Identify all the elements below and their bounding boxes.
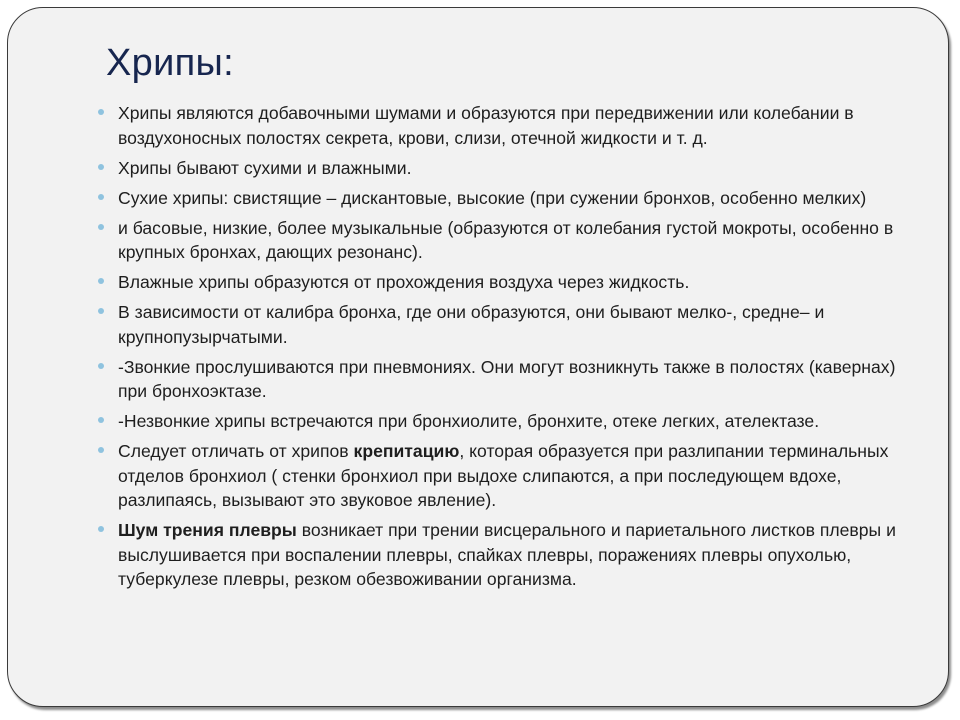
- list-item: [98, 270, 898, 295]
- list-item: [98, 439, 898, 513]
- list-item: [98, 355, 898, 404]
- bullet-text-part: , которая образуется при разлипании терминальных отделов бронхиол ( стенки бронхиол при выдохе слипаются, а при последующем вдохе, разлипаясь, вызывают это звуковое явление).: [118, 441, 889, 510]
- bullet-text: [118, 441, 888, 510]
- bullet-text: Хрипы бывают сухими и влажными.: [118, 157, 412, 178]
- bullet-text: и басовые, низкие, более музыкальные (образуются от колебания густой мокроты, особенно в крупных бронхах, дающих резонанс).: [118, 217, 894, 262]
- list-item: [98, 216, 898, 265]
- bullet-text: -Незвонкие хрипы встречаются при бронхиолите, бронхите, отеке легких, ателектазе.: [118, 411, 820, 431]
- bold-term-crepitation: крепитацию: [353, 441, 460, 461]
- list-item: [98, 518, 898, 592]
- bullet-text: [118, 520, 896, 589]
- bullet-text-part: возникает при трении висцерального и париетального листков плевры и выслушивается при воспалении плевры, спайках плевры, поражениях плевры опухолью, туберкулезе плевры, резком обезвоживании организма.: [118, 520, 896, 589]
- list-item: [98, 300, 898, 349]
- bullet-icon: [98, 194, 104, 200]
- bullet-icon: [98, 447, 104, 453]
- bullet-icon: [98, 224, 104, 230]
- bullet-text: Сухие хрипы: свистящие – дискантовые, высокие (при сужении бронхов, особенно мелких): [118, 187, 867, 208]
- bullet-icon: [98, 363, 104, 369]
- slide-title: Хрипы:: [106, 42, 234, 84]
- list-item: [98, 101, 898, 150]
- list-item: [98, 186, 898, 211]
- bullet-text: Влажные хрипы образуются от прохождения воздуха через жидкость.: [118, 272, 690, 292]
- bullet-icon: [98, 164, 104, 170]
- bullet-icon: [98, 526, 104, 532]
- list-item: [98, 409, 898, 434]
- bullet-text: -Звонкие прослушиваются при пневмониях. Они могут возникнуть также в полостях (кавернах) при бронхоэктазе.: [118, 356, 896, 401]
- bullet-text: Хрипы являются добавочными шумами и образуются при передвижении или колебании в воздухоносных полостях секрета, крови, слизи, отечной жидкости и т. д.: [118, 103, 854, 148]
- bold-term-pleural-rub: Шум трения плевры: [118, 520, 297, 540]
- bullet-list: [98, 101, 898, 597]
- bullet-icon: [98, 417, 104, 423]
- bullet-icon: [98, 278, 104, 284]
- list-item: [98, 156, 898, 181]
- bullet-icon: [98, 308, 104, 314]
- bullet-icon: [98, 109, 104, 115]
- bullet-text: В зависимости от калибра бронха, где они образуются, они бывают мелко-, средне– и крупнопузырчатыми.: [118, 302, 825, 347]
- bullet-text-part: Следует отличать от хрипов: [118, 441, 354, 461]
